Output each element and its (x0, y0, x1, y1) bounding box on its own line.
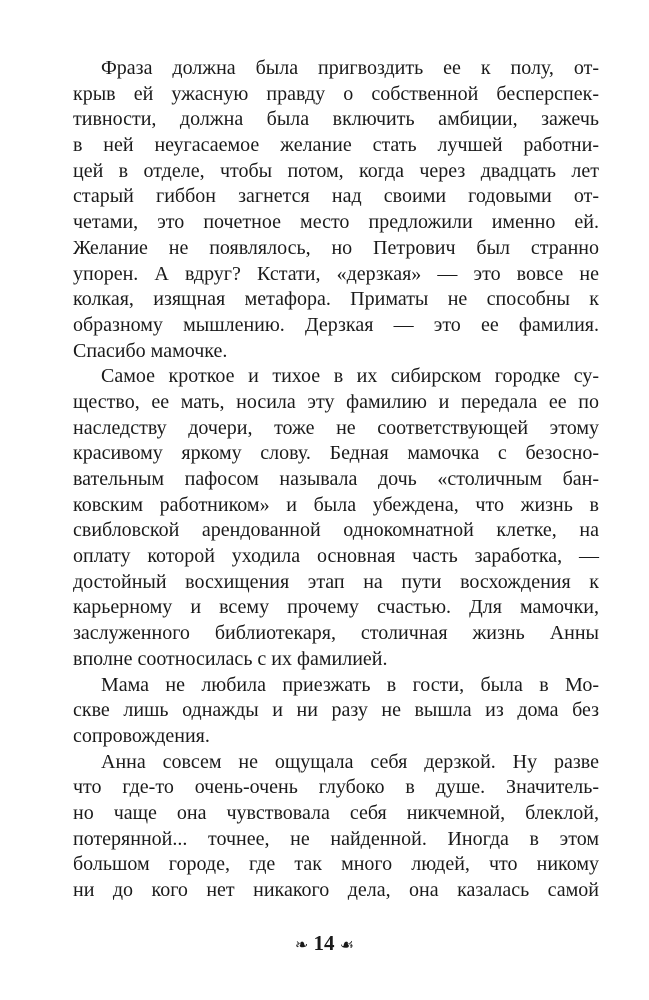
paragraph (73, 750, 599, 904)
text-line: заслуженного библиотекаря, столичная жизнь Анны (73, 622, 599, 645)
page-number-footer (0, 930, 649, 959)
ornament-right-icon: ☙ (339, 937, 355, 954)
text-line: Спасибо мамочке. (73, 339, 228, 362)
text-line: карьерному и всему прочему счастью. Для мамочки, (73, 596, 599, 619)
text-line: оплату которой уходила основная часть заработка, — (73, 545, 599, 568)
text-line: ковским работником» и была убеждена, что жизнь в (73, 493, 599, 516)
text-line: но чаще она чувствовала себя никчемной, блеклой, (73, 801, 599, 824)
text-line: образному мышлению. Дерзкая — это ее фамилия. (73, 313, 599, 336)
page-body (73, 56, 599, 904)
text-line: старый гиббон загнется над своими годовыми от- (73, 185, 599, 208)
text-line: щество, ее мать, носила эту фамилию и передала ее по (73, 390, 599, 413)
paragraph (73, 364, 599, 672)
text-line: Анна совсем не ощущала себя дерзкой. Ну разве (101, 750, 599, 773)
text-line: крыв ей ужасную правду о собственной бесперспек- (73, 82, 599, 105)
text-line: наследству дочери, тоже не соответствующей этому (73, 416, 599, 439)
ornament-left-icon: ❧ (294, 937, 309, 954)
paragraph (73, 56, 599, 364)
text-line: что где-то очень-очень глубоко в душе. Значитель- (73, 776, 599, 799)
text-line: скве лишь однажды и ни разу не вышла из дома без (73, 699, 599, 722)
text-line: сопровождения. (73, 724, 210, 747)
text-line: большом городе, где так много людей, что никому (73, 853, 599, 876)
text-line: Самое кроткое и тихое в их сибирском городке су- (101, 365, 599, 388)
text-line: вполне соотносилась с их фамилией. (73, 647, 388, 670)
text-line: ни до кого нет никакого дела, она казалась самой (73, 879, 599, 901)
text-line: четами, это почетное место предложили именно ей. (73, 211, 599, 234)
text-line: тивности, должна была включить амбиции, зажечь (73, 108, 599, 131)
paragraph (73, 673, 599, 750)
text-line: Фраза должна была пригвоздить ее к полу, от- (101, 57, 599, 79)
text-line: в ней неугасаемое желание стать лучшей работни- (73, 134, 599, 157)
page-number: 14 (313, 931, 335, 955)
text-line: Мама не любила приезжать в гости, была в Мо- (101, 673, 599, 696)
text-line: достойный восхищения этап на пути восхождения к (73, 570, 599, 593)
text-line: свибловской арендованной однокомнатной клетке, на (73, 519, 599, 542)
text-line: потерянной... точнее, не найденной. Иногда в этом (73, 827, 599, 850)
text-line: упорен. А вдруг? Кстати, «дерзкая» — это вовсе не (73, 262, 599, 285)
text-line: колкая, изящная метафора. Приматы не способны к (73, 288, 599, 311)
text-line: вательным пафосом называла дочь «столичным бан- (73, 468, 599, 490)
text-line: Желание не появлялось, но Петрович был странно (73, 236, 599, 259)
text-line: красивому яркому слову. Бедная мамочка с безосно- (73, 442, 599, 465)
text-line: цей в отделе, чтобы потом, когда через двадцать лет (73, 159, 599, 182)
